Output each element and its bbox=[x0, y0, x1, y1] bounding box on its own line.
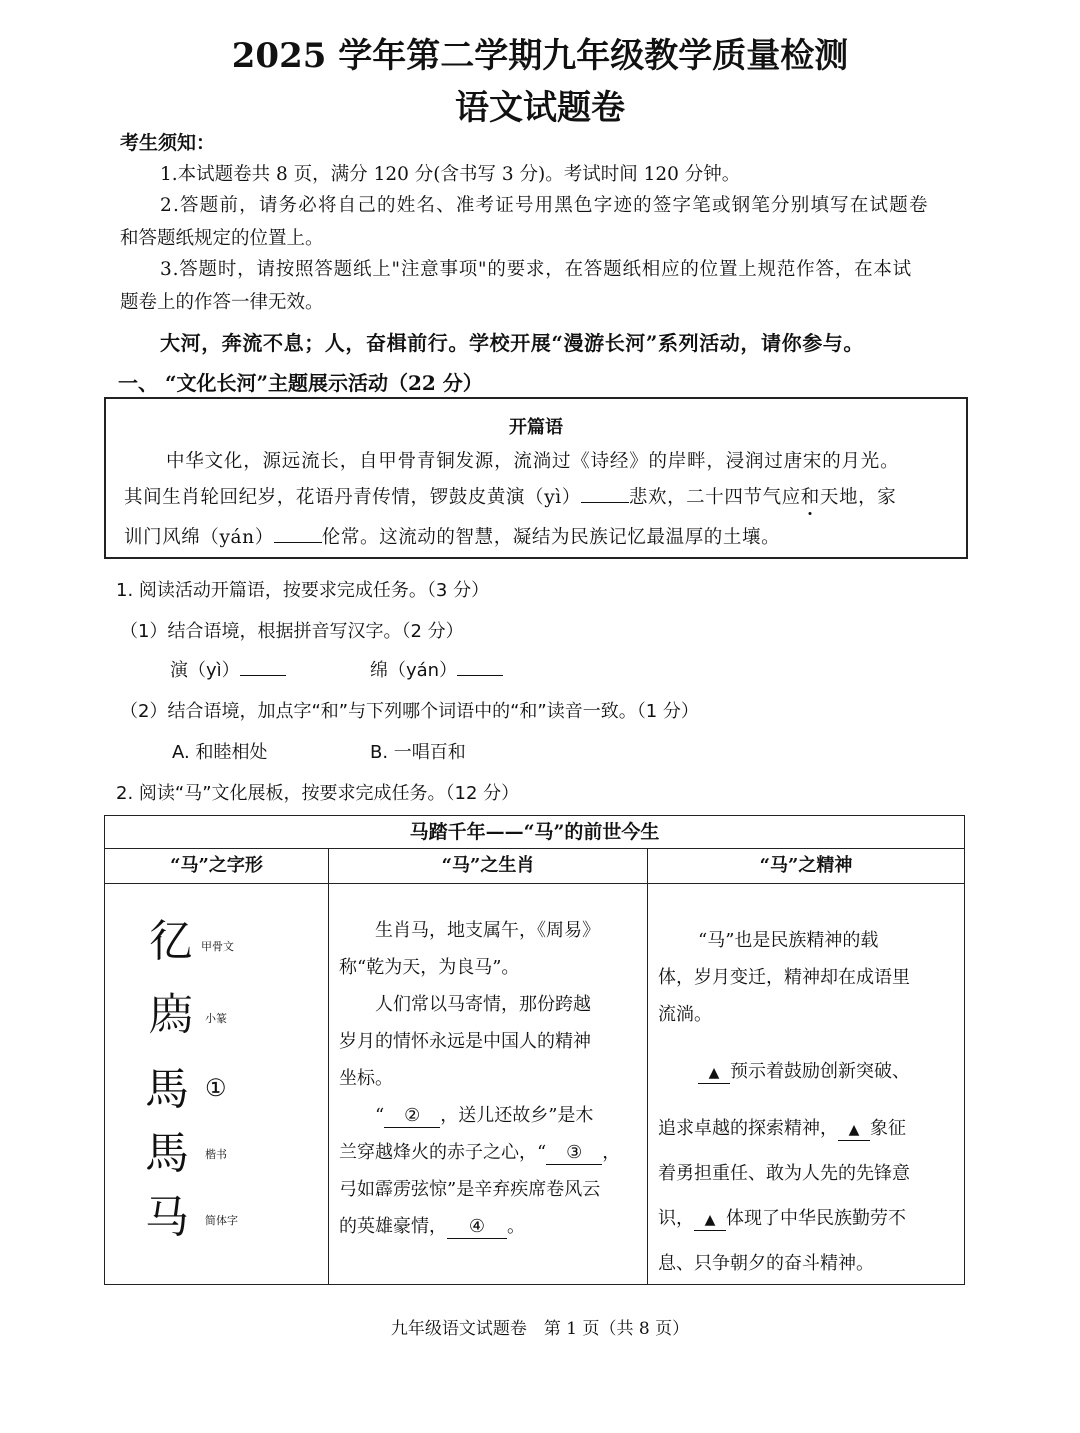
spirit-l7-post: 体现了中华民族勤劳不 bbox=[726, 1208, 906, 1229]
spirit-line-1: “马”也是民族精神的载 bbox=[698, 930, 879, 951]
opening-line-3b: 伦常。这流动的智慧，凝结为民族记忆最温厚的土壤。 bbox=[321, 527, 781, 548]
zodiac-l7-pre: 兰穿越烽火的赤子之心，“ bbox=[339, 1142, 547, 1163]
spirit-l7-pre: 识， bbox=[658, 1208, 694, 1229]
spirit-l5-post: 象征 bbox=[870, 1118, 906, 1139]
opening-box bbox=[104, 397, 968, 559]
zodiac-l6-post: ，送儿还故乡”是木 bbox=[440, 1105, 594, 1126]
section-1-heading: 一、 “文化长河”主题展示活动（22 分） bbox=[118, 371, 483, 395]
board-title: 马踏千年——“马”的前世今生 bbox=[105, 816, 965, 849]
spirit-line-4 bbox=[658, 1053, 958, 1090]
glyph-cell bbox=[105, 884, 329, 1285]
zodiac-text bbox=[339, 912, 639, 1245]
zodiac-l6-pre: “ bbox=[375, 1105, 385, 1126]
notice-heading: 考生须知： bbox=[120, 132, 216, 154]
q1-sub1: （1）结合语境，根据拼音写汉字。（2 分） bbox=[120, 621, 464, 642]
zodiac-l9-pre: 的英雄豪情， bbox=[339, 1216, 447, 1237]
q1-stem: 1. 阅读活动开篇语，按要求完成任务。（3 分） bbox=[116, 580, 490, 601]
q1-option-a: A. 和睦相处 bbox=[172, 742, 268, 763]
board-col-glyph: “马”之字形 bbox=[105, 849, 329, 884]
notice-item-2a: 2.答题前，请务必将自己的姓名、准考证号用黑色字迹的签字笔或钢笔分别填写在试题卷 bbox=[160, 195, 929, 216]
spirit-line-5 bbox=[658, 1110, 958, 1147]
spirit-line-8: 息、只争朝夕的奋斗精神。 bbox=[658, 1253, 874, 1274]
exam-subtitle: 语文试题卷 bbox=[455, 88, 625, 128]
opening-line-3a: 训门风绵（yán） bbox=[124, 527, 274, 548]
opening-line-2 bbox=[124, 483, 896, 509]
blank-yan bbox=[274, 526, 322, 543]
glyph-regular-label: 楷书 bbox=[205, 1148, 227, 1161]
glyph-oracle-label: 甲骨文 bbox=[201, 940, 234, 953]
glyph-clerical-label: ① bbox=[205, 1074, 227, 1102]
board-col-spirit: “马”之精神 bbox=[648, 849, 965, 884]
zodiac-line-9 bbox=[339, 1208, 639, 1245]
spirit-line-6: 着勇担重任、敢为人先的先锋意 bbox=[658, 1163, 910, 1184]
blank-yi bbox=[581, 486, 629, 503]
q1-fill-yan-label: 绵（yán） bbox=[370, 660, 458, 681]
glyph-simplified-label: 简体字 bbox=[205, 1214, 238, 1227]
notice-item-3b: 题卷上的作答一律无效。 bbox=[120, 292, 324, 313]
opening-line-3 bbox=[124, 523, 780, 549]
dotted-char-he: 和 bbox=[800, 487, 820, 508]
blank-3: ③ bbox=[546, 1142, 602, 1165]
glyph-simplified: 马 bbox=[145, 1192, 189, 1243]
notice-item-1: 1.本试题卷共 8 页，满分 120 分(含书写 3 分)。考试时间 120 分钟。 bbox=[160, 164, 741, 185]
zodiac-line-2: 称“乾为天，为良马”。 bbox=[339, 957, 520, 978]
glyph-clerical: 馬 bbox=[145, 1064, 189, 1115]
spirit-text bbox=[658, 922, 958, 1282]
zodiac-line-4: 岁月的情怀永远是中国人的精神 bbox=[339, 1031, 591, 1052]
opening-line-2c: 天地，家 bbox=[819, 487, 897, 508]
q1-option-b: B. 一唱百和 bbox=[370, 742, 466, 763]
intro-text: 大河，奔流不息；人，奋楫前行。学校开展“漫游长河”系列活动，请你参与。 bbox=[160, 331, 865, 355]
zodiac-line-7 bbox=[339, 1134, 639, 1171]
opening-line-1: 中华文化，源远流长，自甲骨青铜发源，流淌过《诗经》的岸畔，浸润过唐宋的月光。 bbox=[166, 451, 900, 472]
q1-fill-yi-label: 演（yì） bbox=[170, 660, 240, 681]
board-col-zodiac: “马”之生肖 bbox=[329, 849, 648, 884]
glyph-seal-label: 小篆 bbox=[205, 1012, 227, 1025]
triangle-blank-3: ▲ bbox=[694, 1210, 726, 1231]
q1-sub2: （2）结合语境，加点字“和”与下列哪个词语中的“和”读音一致。（1 分） bbox=[120, 701, 699, 722]
triangle-blank-2: ▲ bbox=[838, 1120, 870, 1141]
exam-title: 2025 学年第二学期九年级教学质量检测 bbox=[231, 36, 849, 76]
glyph-regular: 馬 bbox=[145, 1128, 189, 1179]
notice-item-3a: 3.答题时，请按照答题纸上"注意事项"的要求，在答题纸相应的位置上规范作答，在本试 bbox=[160, 259, 912, 280]
spirit-l4-text: 预示着鼓励创新突破、 bbox=[730, 1061, 910, 1082]
zodiac-line-6 bbox=[339, 1097, 639, 1134]
zodiac-line-5: 坐标。 bbox=[339, 1068, 393, 1089]
spirit-line-3: 流淌。 bbox=[658, 1004, 712, 1025]
answer-blank-yi bbox=[240, 659, 286, 676]
opening-line-2a: 其间生肖轮回纪岁，花语丹青传情，锣鼓皮黄演（yì） bbox=[124, 487, 581, 508]
q1-fill-yan bbox=[370, 656, 503, 682]
answer-blank-yan bbox=[457, 659, 503, 676]
zodiac-l7-post: ， bbox=[602, 1142, 621, 1163]
page-footer: 九年级语文试题卷 第 1 页（共 8 页） bbox=[390, 1319, 690, 1339]
blank-4: ④ bbox=[447, 1216, 507, 1239]
spirit-line-2: 体，岁月变迁，精神却在成语里 bbox=[658, 967, 910, 988]
zodiac-cell bbox=[329, 884, 648, 1285]
glyph-oracle: 𢒼 bbox=[149, 916, 193, 967]
spirit-cell bbox=[648, 884, 965, 1285]
zodiac-line-8: 弓如霹雳弦惊”是辛弃疾席卷风云 bbox=[339, 1179, 601, 1200]
spirit-l5-pre: 追求卓越的探索精神， bbox=[658, 1118, 838, 1139]
glyph-seal: 𢊁 bbox=[149, 990, 193, 1041]
spirit-line-7 bbox=[658, 1200, 958, 1237]
q1-fill-yi bbox=[170, 656, 286, 682]
notice-item-2b: 和答题纸规定的位置上。 bbox=[120, 228, 324, 249]
zodiac-line-1: 生肖马，地支属午，《周易》 bbox=[375, 920, 600, 941]
opening-heading: 开篇语 bbox=[509, 417, 563, 438]
zodiac-l9-post: 。 bbox=[507, 1216, 525, 1237]
q2-stem: 2. 阅读“马”文化展板，按要求完成任务。（12 分） bbox=[116, 783, 520, 804]
blank-2: ② bbox=[384, 1105, 440, 1128]
triangle-blank-1: ▲ bbox=[698, 1063, 730, 1084]
zodiac-line-3: 人们常以马寄情，那份跨越 bbox=[375, 994, 591, 1015]
opening-line-2b: 悲欢，二十四节气应 bbox=[628, 487, 801, 508]
horse-culture-board bbox=[104, 815, 965, 1285]
